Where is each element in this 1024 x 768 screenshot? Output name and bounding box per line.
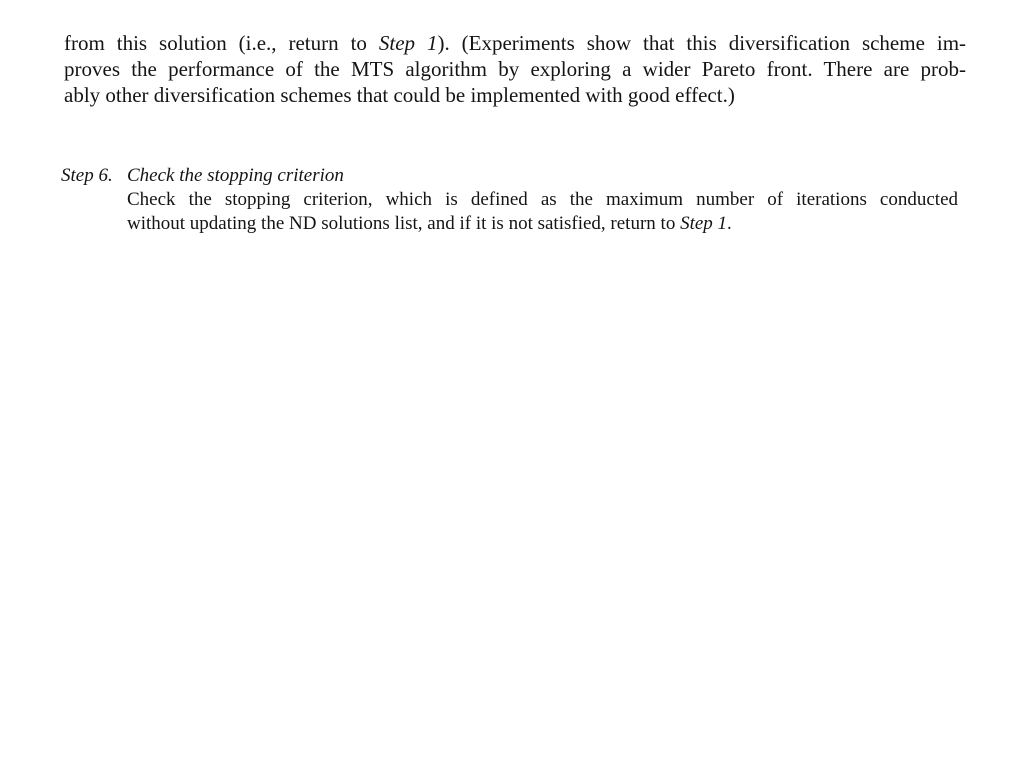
step-6-section [61,164,961,236]
step-1-reference: Step 1 [378,31,438,55]
paragraph-line-1-text-a: from this solution (i.e., return to [64,31,379,55]
step-6-heading [61,164,961,188]
step-title: Check the stopping criterion [127,165,344,186]
paragraph-line-1 [64,30,966,56]
paragraph-line-3: ably other diversification schemes that could be implemented with good effect.) [64,83,735,107]
paragraph-line-2: proves the performance of the MTS algorithm by exploring a wider Pareto front. There are prob- [64,57,966,81]
step-body-line-2 [127,212,958,236]
step-1-reference: Step 1 [680,213,728,234]
step-body-line-2-text-a: without updating the ND solutions list, and if it is not satisfied, return to [127,213,681,234]
step-number: Step 6. [61,165,113,186]
step-6-body [127,188,958,236]
step-body-line-1: Check the stopping criterion, which is defined as the maximum number of iterations conducted [127,189,958,210]
paragraph-line-1-text-b: ). (Experiments show that this diversification scheme im- [437,31,967,55]
step-body-line-2-text-b: . [727,213,732,234]
continued-paragraph [64,30,966,108]
